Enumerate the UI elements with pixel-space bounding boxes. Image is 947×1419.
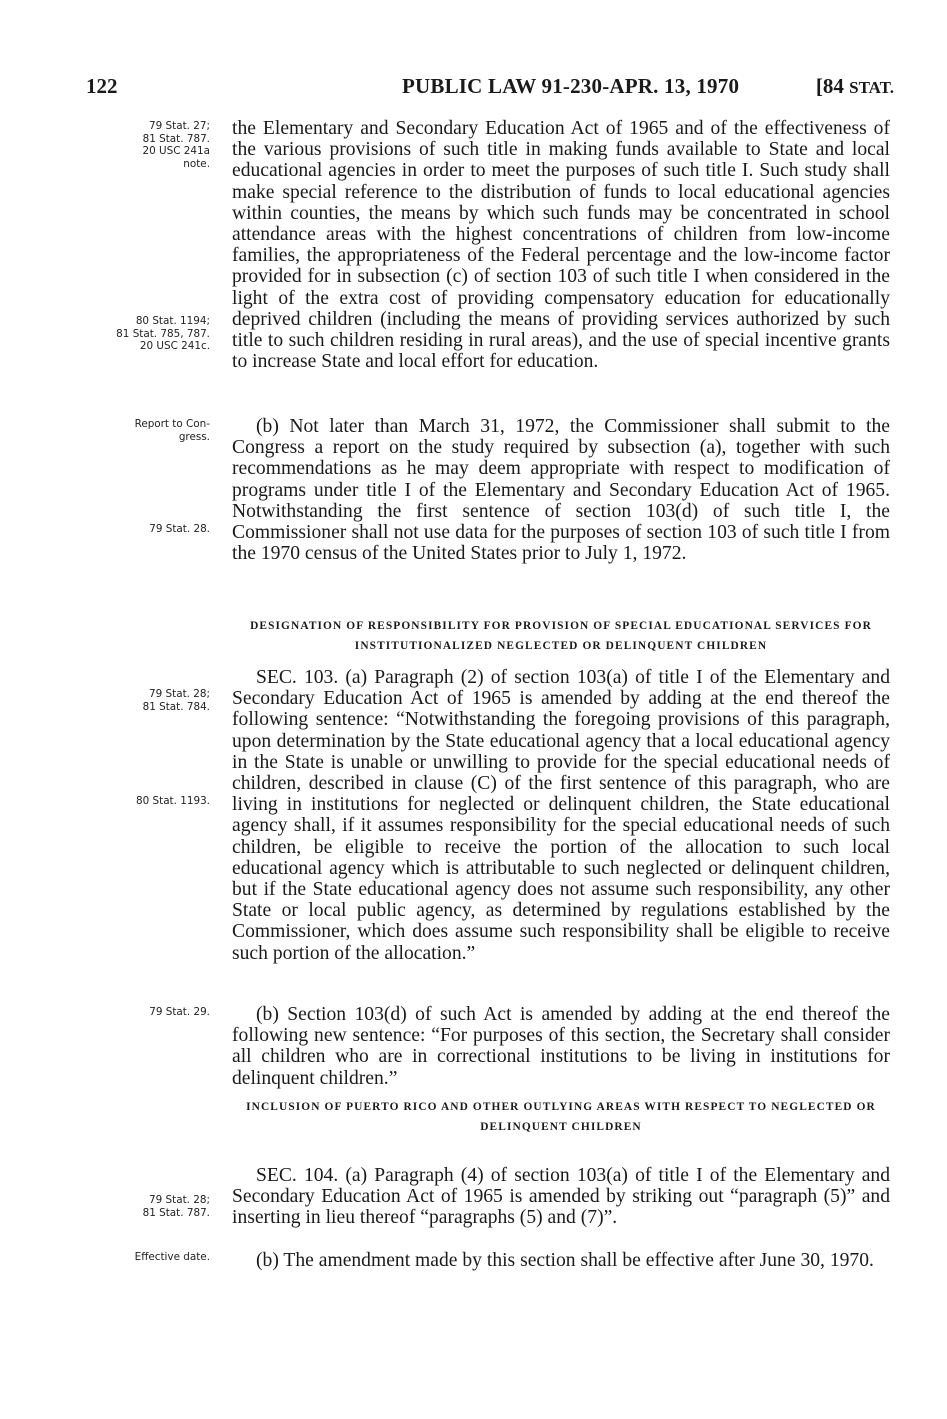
paragraph-text: (b) Not later than March 31, 1972, the Commissioner shall submit to the Congress a report on the study required by subsection (a), together with such recommendations as he may deem appropriate with respect to modification of programs under title I of the Elementary and Secondary Education Act of 1965. Notwithstanding the first sentence of section 103(d) of such title I, the Commissioner shall not use data for the purposes of section 103 of such title I from the 1970 census of the United States prior to July 1, 1972.	[232, 416, 890, 565]
margin-note-stat-29: 79 Stat. 29.	[149, 1006, 210, 1018]
page-header	[86, 74, 894, 104]
paragraph-text: (b) Section 103(d) of such Act is amended by adding at the end thereof the following new sentence: “For purposes of this section, the Secretary shall consider all children who are in correctional institutions to be living in institutions for delinquent children.”	[232, 1004, 890, 1089]
margin-note-stat-28: 79 Stat. 28.	[149, 523, 210, 535]
paragraph-text: (b) The amendment made by this section shall be effective after June 30, 1970.	[256, 1250, 874, 1271]
paragraph-sec-103-b	[232, 1004, 890, 1089]
margin-note-report-to-congress: Report to Con- gress.	[134, 418, 210, 443]
section-heading-inclusion	[232, 1097, 890, 1137]
volume-prefix: [84	[815, 74, 850, 98]
volume-reference	[816, 74, 894, 99]
margin-note-stat-1194: 80 Stat. 1194; 81 Stat. 785, 787. 20 USC 241c.	[116, 315, 210, 352]
margin-note-stat-1193: 80 Stat. 1193.	[136, 795, 210, 807]
margin-note-stat-28-787: 79 Stat. 28; 81 Stat. 787.	[142, 1194, 210, 1219]
public-law-title: PUBLIC LAW 91-230-APR. 13, 1970	[402, 74, 740, 98]
volume-stat: STAT.	[849, 78, 894, 97]
paragraph-text: the Elementary and Secondary Education Act of 1965 and of the effectiveness of the various provisions of such title in making funds available to State and local educational agencies in order to meet the purposes of such title I. Such study shall make special reference to the distribution of funds to local educational agencies within counties, the means by which such funds may be concentrated in school attendance areas with the highest concentrations of children from low-income families, the appropriateness of the Federal percentage and the low-income factor provided for in subsection (c) of section 103 of such title I when considered in the light of the extra cost of providing compensatory education for educationally deprived children (including the means of providing services authorized by such title to such children residing in rural areas), and the use of special incentive grants to increase State and local effort for education.	[232, 118, 890, 373]
paragraph-sec-104-b	[232, 1250, 890, 1271]
margin-note-stat-28-784: 79 Stat. 28; 81 Stat. 784.	[142, 688, 210, 713]
paragraph-report-to-congress	[232, 416, 890, 564]
page-number: 122	[86, 74, 118, 98]
paragraph-study-continuation	[232, 118, 890, 372]
margin-note-stat-27: 79 Stat. 27; 81 Stat. 787. 20 USC 241a note.	[142, 120, 210, 170]
heading-text: DESIGNATION OF RESPONSIBILITY FOR PROVISION OF SPECIAL EDUCATIONAL SERVICES FOR INSTITUTIONALIZED NEGLECTED OR DELINQUENT CHILDREN	[250, 620, 872, 652]
paragraph-text: SEC. 104. (a) Paragraph (4) of section 103(a) of title I of the Elementary and Secondary Education Act of 1965 is amended by striking out “paragraph (5)” and inserting in lieu thereof “paragraphs (5) and (7)”.	[232, 1165, 890, 1229]
paragraph-sec-103-a	[232, 667, 890, 964]
margin-note-effective-date: Effective date.	[134, 1251, 210, 1263]
paragraph-text: SEC. 103. (a) Paragraph (2) of section 103(a) of title I of the Elementary and Secondary Education Act of 1965 is amended by adding at the end thereof the following sentence: “Notwithstanding the foregoing provisions of this paragraph, upon determination by the State educational agency that a local educational agency in the State is unable or unwilling to provide for the special educational needs of children, described in clause (C) of the first sentence of this paragraph, who are living in institutions for neglected or delinquent children, the State educational agency shall, if it assumes responsibility for the special educational needs of such children, be eligible to receive the portion of the allocation to such local educational agency which is attributable to such neglected or delinquent children, but if the State educational agency does not assume such responsibility, any other State or local public agency, as determined by regulations established by the Commissioner, which does assume such responsibility shall be eligible to receive such portion of the allocation.”	[232, 667, 890, 964]
section-heading-designation	[232, 616, 890, 656]
heading-text: INCLUSION OF PUERTO RICO AND OTHER OUTLYING AREAS WITH RESPECT TO NEGLECTED OR DELINQUENT CHILDREN	[246, 1101, 876, 1133]
paragraph-sec-104-a	[232, 1165, 890, 1229]
